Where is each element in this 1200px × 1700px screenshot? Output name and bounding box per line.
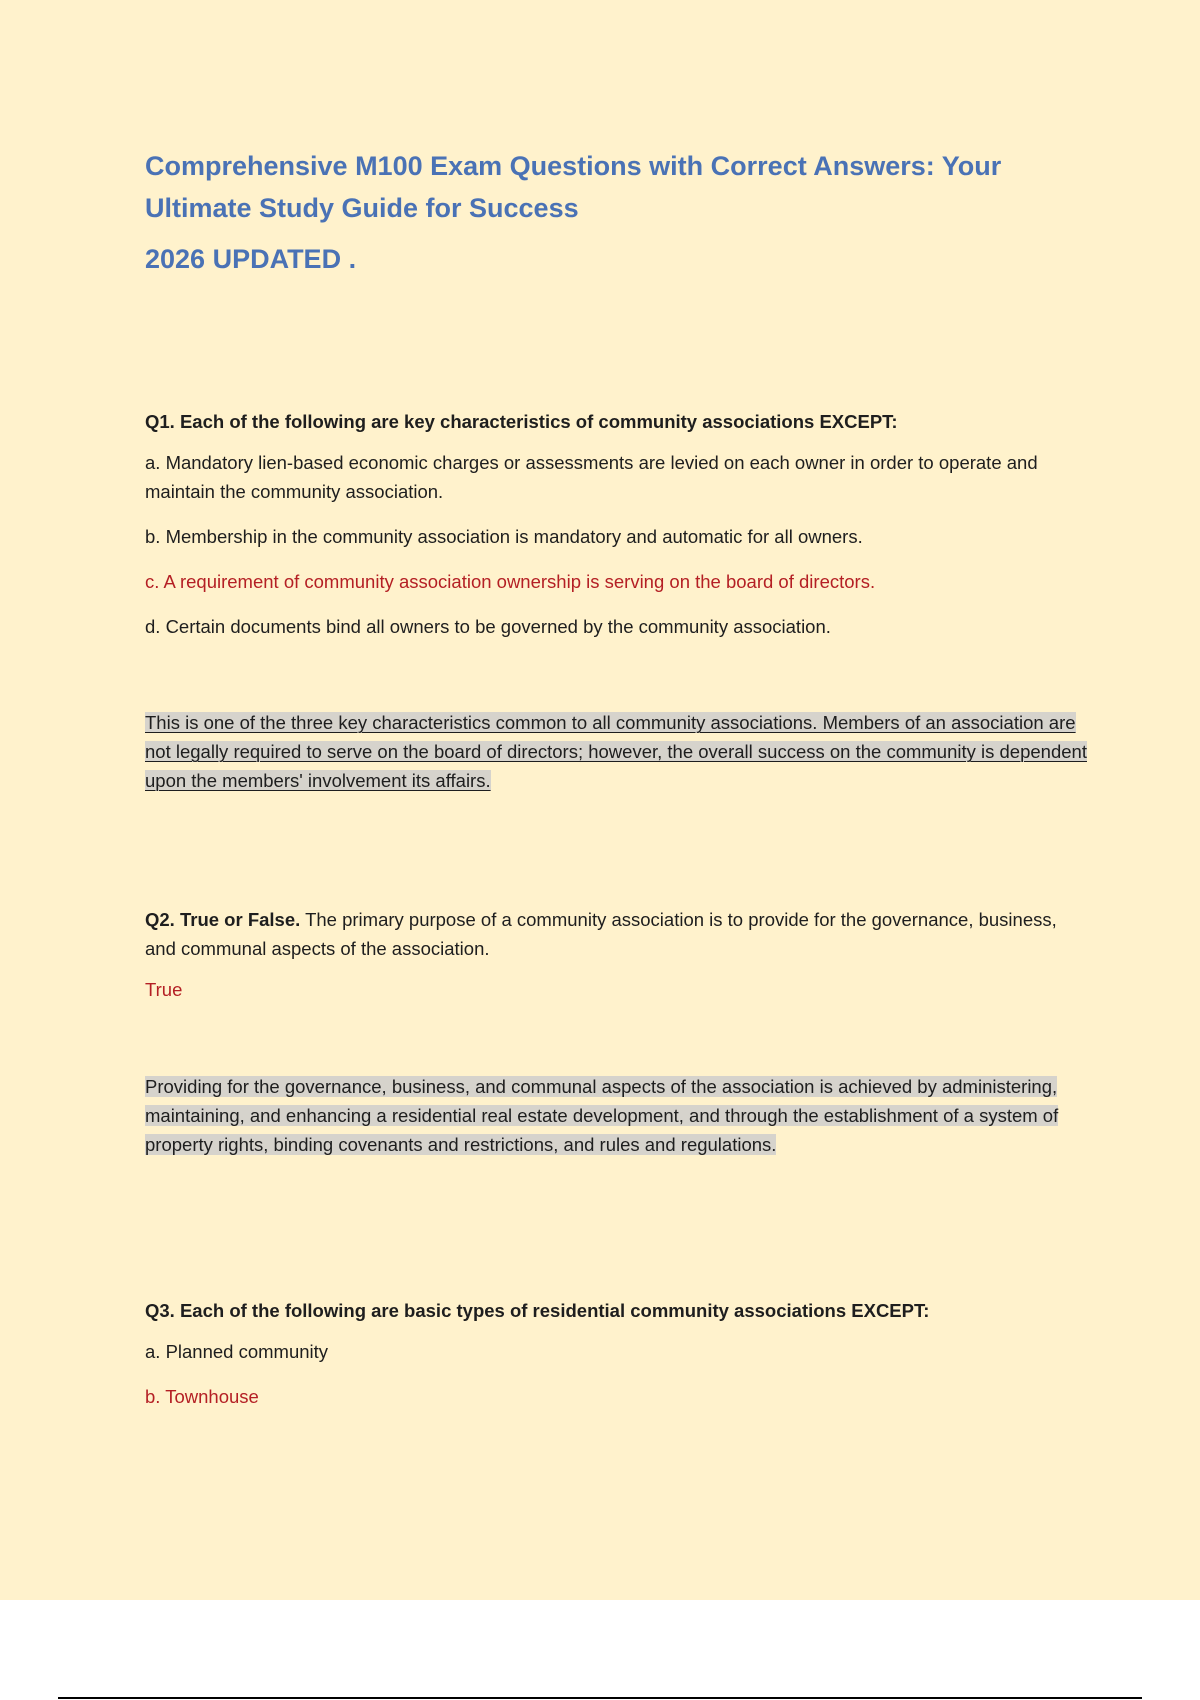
question-1-explanation-block [145, 708, 1090, 795]
question-3-prompt [145, 1296, 1090, 1325]
question-block-2 [145, 905, 1090, 1004]
question-1-option-b: b. Membership in the community association is mandatory and automatic for all owners. [145, 526, 863, 547]
question-1-explanation-text: This is one of the three key characteristics common to all community associations. Members of an association are not legally required to serve on the board of directors; however, the overall success on the community is dependent upon the members' involvement its affairs. [145, 712, 1087, 791]
question-2-type: True or False. [179, 909, 301, 930]
question-3-option-b-correct: b. Townhouse [145, 1386, 259, 1407]
question-2-prompt [145, 905, 1090, 963]
question-1-option-d: d. Certain documents bind all owners to be governed by the community association. [145, 616, 831, 637]
question-3-option-a: a. Planned community [145, 1341, 329, 1362]
question-2-label: Q2. [145, 909, 175, 930]
question-2-answer: True [145, 979, 183, 1000]
page-content [145, 145, 1090, 1407]
document-subtitle: 2026 UPDATED . [145, 244, 357, 274]
question-1-text: Each of the following are key characteristics of community associations EXCEPT: [179, 411, 898, 432]
question-3-text: Each of the following are basic types of residential community associations EXCEPT: [179, 1300, 930, 1321]
document-title: Comprehensive M100 Exam Questions with Correct Answers: Your Ultimate Study Guide for Success [145, 151, 1002, 223]
question-block-3 [145, 1296, 1090, 1411]
question-2-explanation [145, 1072, 1090, 1159]
question-1-explanation [145, 708, 1090, 795]
question-1-prompt [145, 407, 1090, 436]
question-2-explanation-text: Providing for the governance, business, and communal aspects of the association is achieved by administering, maintaining, and enhancing a residential real estate development, and through the establishment of a system of property rights, binding covenants and restrictions, and rules and regulations. [145, 1076, 1059, 1155]
question-2-explanation-block [145, 1072, 1090, 1159]
question-1-option-a: a. Mandatory lien-based economic charges or assessments are levied on each owner in order to operate and maintain the community association. [145, 452, 1038, 502]
question-1-option-c-correct: c. A requirement of community association ownership is serving on the board of directors. [145, 571, 876, 592]
footer-divider [58, 1697, 1142, 1699]
question-2-text: The primary purpose of a community association is to provide for the governance, business, and communal aspects of the association. [145, 909, 1057, 959]
question-block-1 [145, 407, 1090, 641]
question-3-label: Q3. [145, 1300, 175, 1321]
question-1-label: Q1. [145, 411, 175, 432]
